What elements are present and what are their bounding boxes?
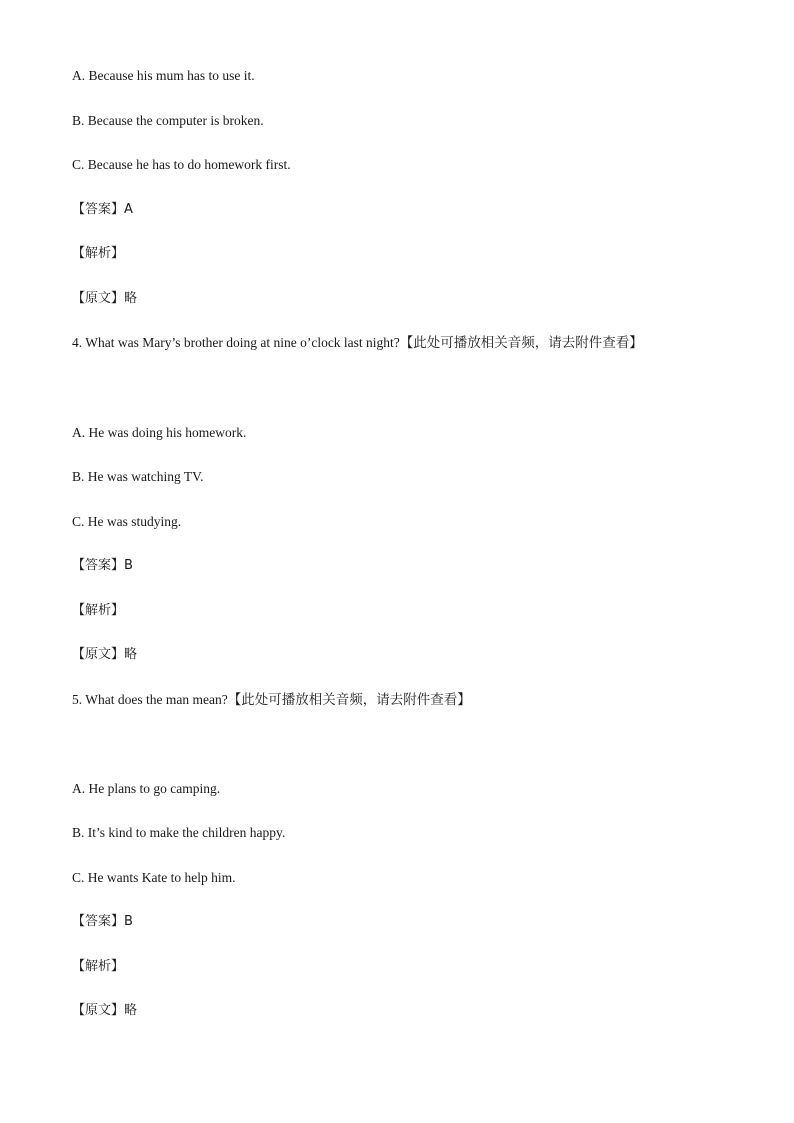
q4-original-text: 【原文】略 (72, 647, 138, 662)
q5-original-text: 【原文】略 (72, 1003, 138, 1018)
q4-question: 4. What was Mary’s brother doing at nine o’clock last night?【此处可播放相关音频，请去附件查看】 (72, 335, 643, 350)
q5-analysis: 【解析】 (72, 959, 125, 974)
q5-option-a: A. He plans to go camping. (72, 781, 221, 796)
q3-analysis: 【解析】 (72, 246, 125, 261)
q5-option-c: C. He wants Kate to help him. (72, 870, 236, 885)
q5-option-b: B. It’s kind to make the children happy. (72, 825, 286, 840)
q4-option-a: A. He was doing his homework. (72, 425, 247, 440)
q3-option-c: C. Because he has to do homework first. (72, 157, 291, 172)
q3-option-b: B. Because the computer is broken. (72, 113, 264, 128)
q4-answer: 【答案】B (72, 558, 133, 573)
q3-original-text: 【原文】略 (72, 291, 138, 306)
q4-option-b: B. He was watching TV. (72, 469, 204, 484)
q5-question: 5. What does the man mean?【此处可播放相关音频，请去附件查看】 (72, 692, 471, 707)
q3-option-a: A. Because his mum has to use it. (72, 68, 255, 83)
q4-analysis: 【解析】 (72, 603, 125, 618)
q4-option-c: C. He was studying. (72, 514, 182, 529)
q5-answer: 【答案】B (72, 914, 133, 929)
q3-answer: 【答案】A (72, 202, 133, 217)
